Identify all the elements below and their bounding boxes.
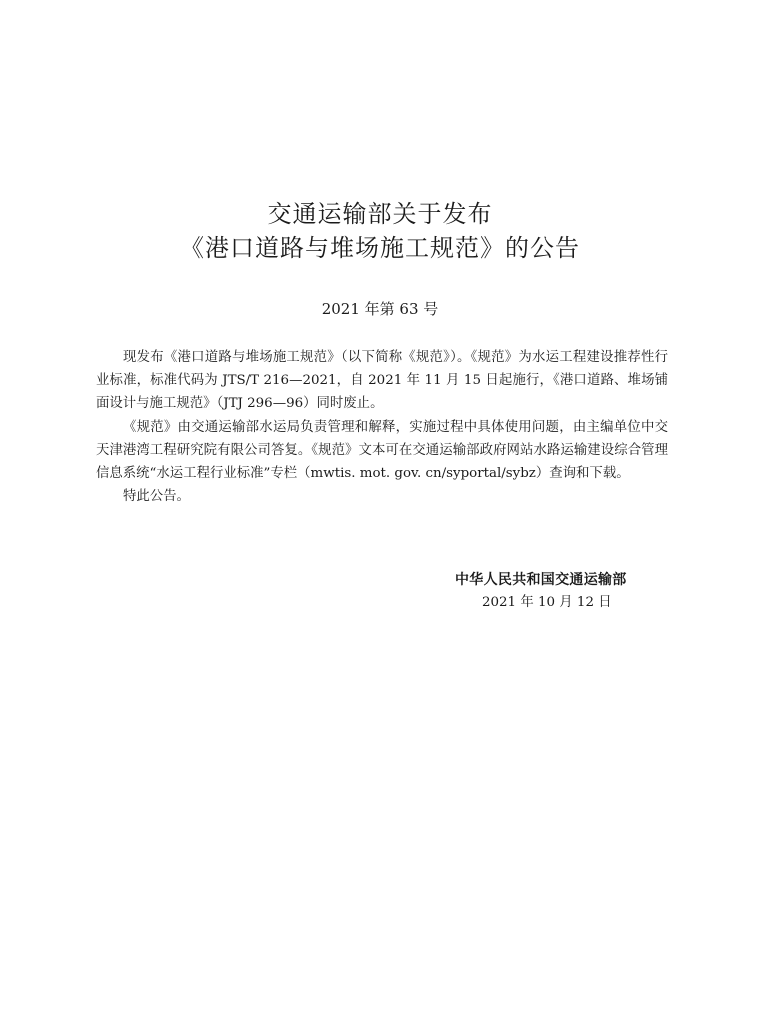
body-paragraph-1: 现发布《港口道路与堆场施工规范》（以下简称《规范》）。《规范》为水运工程建设推荐性行业标准，标准代码为 JTS/T 216—2021，自 2021 年 11 月 15 日起施行，《港口道路、堆场铺面设计与施工规范》（JTJ 296—96）同时废止。 — [96, 350, 668, 412]
document-title-line-2: 《港口道路与堆场施工规范》的公告 — [180, 234, 580, 262]
issuing-authority: 中华人民共和国交通运输部 — [455, 572, 627, 588]
document-title-line-1: 交通运输部关于发布 — [267, 200, 493, 228]
document-number: 2021 年第 63 号 — [321, 300, 439, 318]
issue-date: 2021 年 10 月 12 日 — [482, 595, 612, 610]
document-body — [96, 346, 668, 508]
body-paragraph-2: 《规范》由交通运输部水运局负责管理和解释，实施过程中具体使用问题，由主编单位中交天津港湾工程研究院有限公司答复。《规范》文本可在交通运输部政府网站水路运输建设综合管理信息系统“水运工程行业标准”专栏（mwtis. mot. gov. cn/syportal/sybz）查询和下载。 — [96, 419, 668, 482]
body-paragraph-closing: 特此公告。 — [123, 489, 190, 505]
